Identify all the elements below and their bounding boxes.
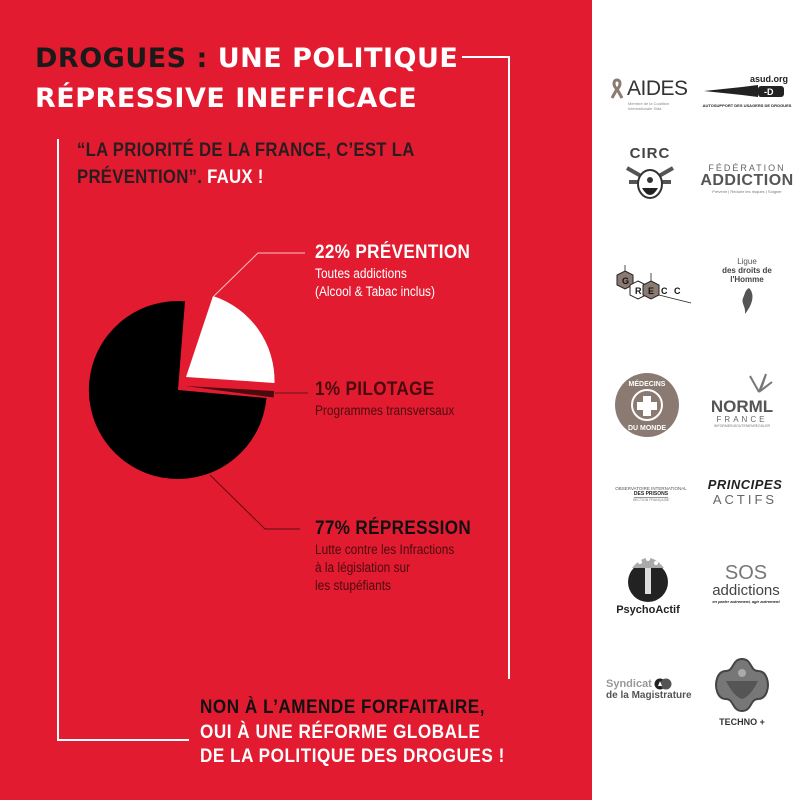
logo-norml-france bbox=[702, 372, 782, 436]
mdm-line-1: MÉDECINS bbox=[628, 381, 666, 388]
oip-line-1: OBSERVATOIRE INTERNATIONAL bbox=[615, 486, 687, 491]
techno-name: TECHNO + bbox=[719, 717, 765, 727]
norml-tag: INFORMER•SOUTENIR•RÉGULER bbox=[713, 423, 771, 428]
principes-line-1: PRINCIPES bbox=[707, 477, 783, 492]
svg-text:C: C bbox=[674, 285, 681, 296]
mdm-line-2: DU MONDE bbox=[627, 425, 667, 432]
label-prevention-sub-1: Toutes addictions bbox=[315, 266, 407, 281]
aides-tag-2: Internationale Sida bbox=[628, 106, 662, 111]
logo-asud bbox=[702, 76, 792, 112]
clown-face-icon bbox=[625, 162, 675, 206]
logo-federation-addiction bbox=[702, 160, 792, 196]
title-dark-part: DROGUES : bbox=[35, 43, 208, 74]
logo-aides bbox=[610, 74, 692, 114]
pie-slice-prevention bbox=[186, 296, 275, 383]
logo-medecins-du-monde bbox=[612, 370, 682, 440]
ldh-line-3: l'Homme bbox=[730, 275, 764, 284]
logo-principes-actifs bbox=[705, 472, 785, 512]
principes-line-2: ACTIFS bbox=[712, 492, 778, 507]
sos-tag: en parler autrement, agir autrement bbox=[712, 598, 780, 604]
logo-psychoactif bbox=[608, 544, 688, 624]
label-repression bbox=[315, 518, 489, 595]
label-repression-title: 77% RÉPRESSION bbox=[315, 518, 472, 539]
mushroom-icon bbox=[626, 552, 670, 604]
cta-line-1: NON À L’AMENDE FORFAITAIRE, bbox=[200, 697, 486, 718]
molecule-icon bbox=[605, 261, 695, 311]
sm-emblem-icon bbox=[654, 678, 672, 690]
oip-line-3: SECTION FRANÇAISE bbox=[632, 498, 670, 502]
sos-line-1: SOS bbox=[724, 561, 768, 584]
oip-line-2: DES PRISONS bbox=[633, 491, 669, 497]
label-pilotage-sub-1: Programmes transversaux bbox=[315, 403, 455, 418]
svg-text:R: R bbox=[635, 285, 642, 296]
label-repression-sub-3: les stupéfiants bbox=[315, 578, 391, 593]
norml-line-2: FRANCE bbox=[716, 414, 768, 424]
title-light-part-2: RÉPRESSIVE INEFFICACE bbox=[35, 83, 418, 114]
label-prevention bbox=[315, 242, 487, 301]
aides-tag-1: Membre de la Coalition bbox=[628, 101, 670, 106]
leader-line-repression bbox=[210, 475, 300, 529]
logo-sos-addictions bbox=[702, 558, 790, 608]
leaf-icon bbox=[744, 372, 774, 394]
logo-oip bbox=[612, 476, 690, 512]
federation-line-2: ADDICTION bbox=[700, 171, 794, 189]
label-prevention-title: 22% PRÉVENTION bbox=[315, 242, 471, 263]
norml-line-1: NORML bbox=[710, 396, 774, 416]
psychoactif-name: PsychoActif bbox=[616, 604, 680, 616]
label-repression-sub-2: à la législation sur bbox=[315, 560, 411, 575]
asud-tag: AUTOSUPPORT DES USAGERS DE DROGUES bbox=[702, 102, 792, 108]
svg-text:E: E bbox=[648, 285, 655, 296]
leader-line-prevention bbox=[214, 253, 305, 296]
logo-syndicat-magistrature bbox=[606, 672, 696, 706]
federation-line-1: FÉDÉRATION bbox=[708, 162, 786, 173]
logo-grecc bbox=[605, 258, 695, 313]
logo-circ bbox=[620, 143, 680, 208]
aides-name: AIDES bbox=[627, 77, 688, 100]
label-pilotage bbox=[315, 379, 473, 420]
logo-techno-plus bbox=[712, 652, 772, 732]
federation-tag: Prévenir | Réduire les risques | Soigner bbox=[712, 188, 782, 194]
quote-line-1: “LA PRIORITÉ DE LA FRANCE, C’EST LA bbox=[77, 139, 415, 161]
cta-line-2: OUI À UNE RÉFORME GLOBALE bbox=[200, 721, 481, 743]
cta-line-3: DE LA POLITIQUE DES DROGUES ! bbox=[200, 746, 505, 767]
svg-text:C: C bbox=[661, 285, 668, 296]
label-pilotage-title: 1% PILOTAGE bbox=[315, 379, 435, 400]
call-to-action bbox=[200, 696, 505, 770]
quote-line-2-text: PRÉVENTION”. bbox=[77, 166, 203, 188]
ldh-line-1: Ligue bbox=[737, 257, 757, 266]
sm-line-1: Syndicat bbox=[606, 677, 652, 690]
title-light-part-1: UNE POLITIQUE bbox=[217, 43, 459, 74]
quote-verdict: FAUX ! bbox=[207, 166, 264, 188]
asud-url: asud.org bbox=[749, 74, 788, 84]
label-prevention-sub-2: (Alcool & Tabac inclus) bbox=[315, 284, 435, 299]
profile-icon bbox=[739, 288, 755, 314]
label-repression-sub-1: Lutte contre les Infractions bbox=[315, 542, 455, 557]
svg-text:G: G bbox=[622, 275, 630, 286]
mdm-cross-icon bbox=[614, 372, 680, 438]
techno-plus-emblem-icon bbox=[714, 657, 770, 713]
logo-ldh bbox=[712, 248, 782, 323]
ribbon-icon bbox=[610, 78, 624, 100]
circ-name: CIRC bbox=[629, 145, 671, 162]
sos-line-2: addictions bbox=[712, 581, 780, 599]
ldh-line-2: des droits de bbox=[722, 266, 772, 275]
sm-line-2: de la Magistrature bbox=[606, 689, 692, 701]
svg-text:-D: -D bbox=[764, 86, 774, 97]
